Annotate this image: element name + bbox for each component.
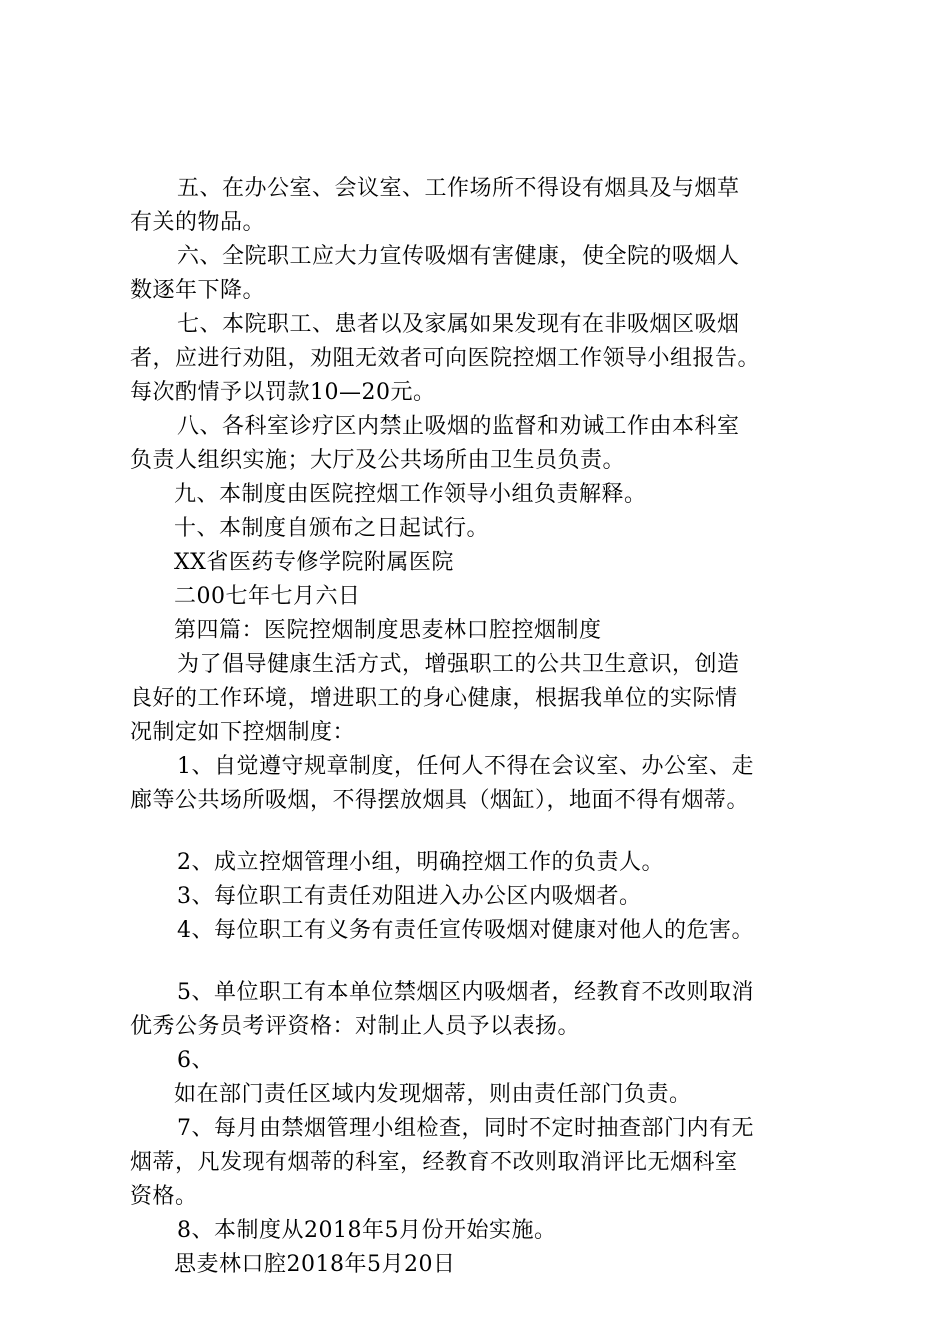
para-5-line-1: 五、在办公室、会议室、工作场所不得设有烟具及与烟草	[177, 176, 740, 201]
para-7-line-1: 七、本院职工、患者以及家属如果发现有在非吸烟区吸烟	[177, 312, 740, 337]
signature-org: XX省医药专修学院附属医院	[174, 550, 454, 575]
para-7-line-2: 者，应进行劝阻，劝阻无效者可向医院控烟工作领导小组报告。	[130, 346, 761, 371]
section-title: 第四篇：医院控烟制度思麦林口腔控烟制度	[174, 618, 602, 643]
item-1-line-2: 廊等公共场所吸烟，不得摆放烟具（烟缸），地面不得有烟蒂。	[130, 788, 750, 813]
item-3: 3、每位职工有责任劝阻进入办公区内吸烟者。	[177, 884, 642, 909]
para-10: 十、本制度自颁布之日起试行。	[174, 516, 490, 541]
item-7-line-2: 烟蒂，凡发现有烟蒂的科室，经教育不改则取消评比无烟科室	[130, 1150, 738, 1175]
para-6-line-1: 六、全院职工应大力宣传吸烟有害健康，使全院的吸烟人	[177, 244, 740, 269]
item-2: 2、成立控烟管理小组，明确控烟工作的负责人。	[177, 850, 664, 875]
item-5-line-2: 优秀公务员考评资格：对制止人员予以表扬。	[130, 1014, 581, 1039]
item-6-text: 如在部门责任区域内发现烟蒂，则由责任部门负责。	[174, 1082, 692, 1107]
intro-line-3: 况制定如下控烟制度：	[130, 720, 356, 745]
item-6-number: 6、	[177, 1048, 214, 1073]
item-4: 4、每位职工有义务有责任宣传吸烟对健康对他人的危害。	[177, 918, 754, 943]
item-7-line-3: 资格。	[130, 1184, 198, 1209]
para-5-line-2: 有关的物品。	[130, 210, 266, 235]
para-6-line-2: 数逐年下降。	[130, 278, 266, 303]
intro-line-1: 为了倡导健康生活方式，增强职工的公共卫生意识，创造	[177, 652, 740, 677]
item-5-line-1: 5、单位职工有本单位禁烟区内吸烟者，经教育不改则取消	[177, 980, 754, 1005]
signature-date: 二00七年七月六日	[174, 584, 361, 609]
intro-line-2: 良好的工作环境，增进职工的身心健康，根据我单位的实际情	[130, 686, 738, 711]
item-7-line-1: 7、每月由禁烟管理小组检查，同时不定时抽查部门内有无	[177, 1116, 754, 1141]
closing-signature: 思麦林口腔2018年5月20日	[174, 1252, 456, 1277]
para-9: 九、本制度由医院控烟工作领导小组负责解释。	[174, 482, 647, 507]
para-8-line-2: 负责人组织实施；大厅及公共场所由卫生员负责。	[130, 448, 626, 473]
item-1-line-1: 1、自觉遵守规章制度，任何人不得在会议室、办公室、走	[177, 754, 754, 779]
para-7-line-3: 每次酌情予以罚款10—20元。	[130, 380, 436, 405]
para-8-line-1: 八、各科室诊疗区内禁止吸烟的监督和劝诫工作由本科室	[177, 414, 740, 439]
item-8: 8、本制度从2018年5月份开始实施。	[177, 1218, 557, 1243]
